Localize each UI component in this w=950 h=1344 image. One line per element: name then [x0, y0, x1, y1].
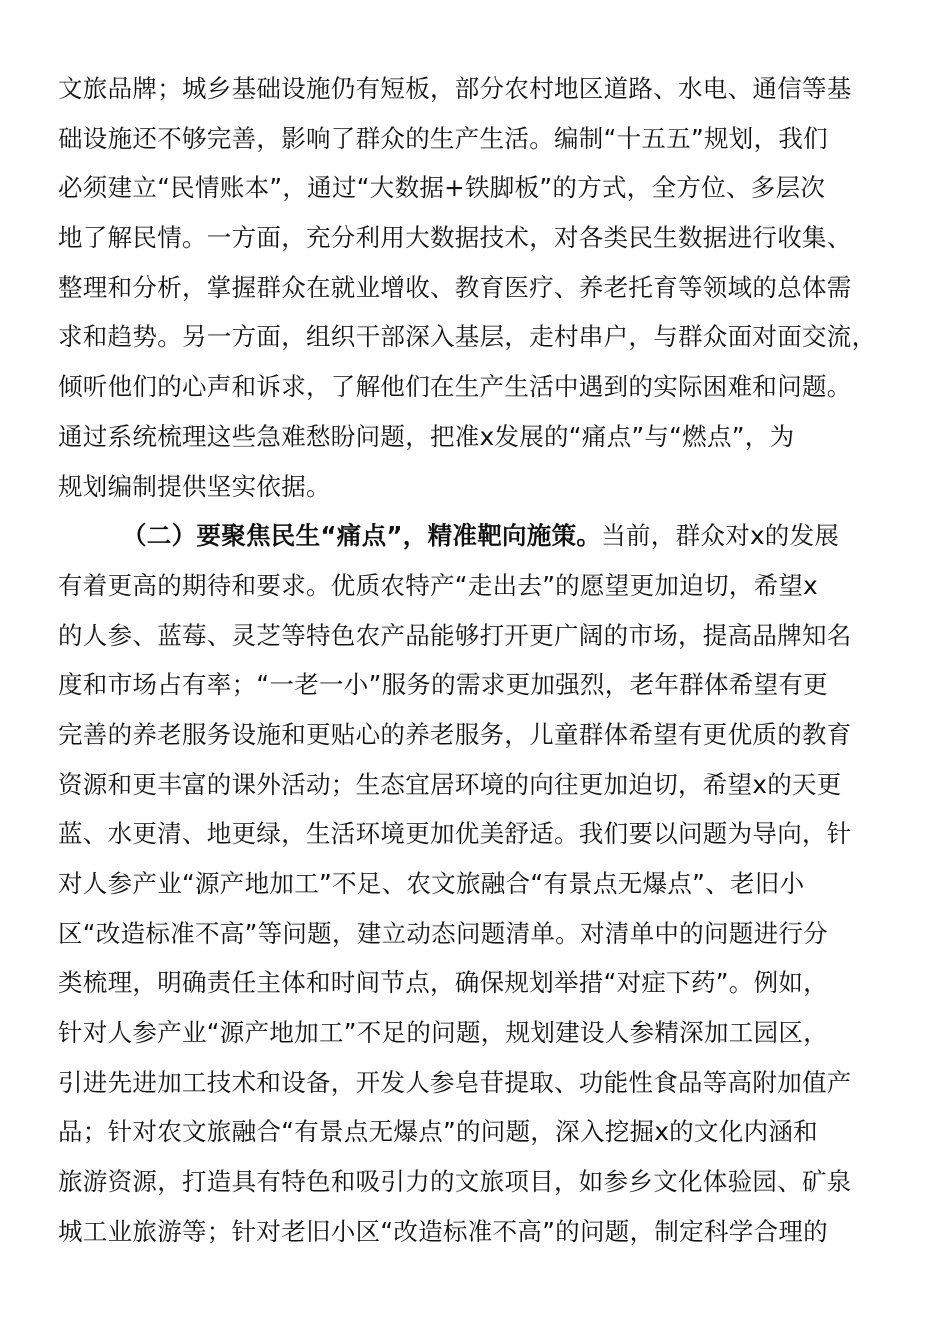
text-line: 引进先进加工技术和设备，开发人参皂苷提取、功能性食品等高附加值产 [58, 1067, 852, 1097]
text-line: 针对人参产业“源产地加工”不足的问题，规划建设人参精深加工园区， [58, 1018, 828, 1048]
section-heading: （二）要聚焦民生“痛点”，精准靶向施策。 [122, 521, 602, 551]
text-line: 类梳理，明确责任主体和时间节点，确保规划举措“对症下药”。例如， [58, 968, 828, 998]
text-line: 品；针对农文旅融合“有景点无爆点”的问题，深入挖掘x的文化内涵和 [58, 1117, 818, 1147]
text-line: 文旅品牌；城乡基础设施仍有短板，部分农村地区道路、水电、通信等基 [58, 74, 852, 103]
text-line: 城工业旅游等；针对老旧小区“改造标准不高”的问题，制定科学合理的 [58, 1216, 828, 1246]
text-line: 区“改造标准不高”等问题，建立动态问题清单。对清单中的问题进行分 [58, 918, 828, 948]
section-heading-line [58, 511, 894, 561]
text-line: 倾听他们的心声和诉求，了解他们在生产生活中遇到的实际困难和问题。 [58, 372, 852, 402]
section-heading-rest: 当前，群众对x的发展 [601, 521, 840, 551]
text-line: 资源和更丰富的课外活动；生态宜居环境的向往更加迫切，希望x的天更 [58, 769, 842, 799]
text-line: 必须建立“民情账本”，通过“大数据+铁脚板”的方式，全方位、多层次 [58, 173, 826, 203]
text-line: 求和趋势。另一方面，组织干部深入基层，走村串户，与群众面对面交流， [58, 322, 877, 352]
text-line: 有着更高的期待和要求。优质农特产“走出去”的愿望更加迫切，希望x [58, 570, 818, 600]
text-line: 规划编制提供坚实依据。 [58, 471, 331, 501]
text-line: 度和市场占有率；“一老一小”服务的需求更加强烈，老年群体希望有更 [58, 670, 828, 700]
text-line: 旅游资源，打造具有特色和吸引力的文旅项目，如参乡文化体验园、矿泉 [58, 1167, 852, 1197]
text-line: 完善的养老服务设施和更贴心的养老服务，儿童群体希望有更优质的教育 [58, 719, 852, 749]
text-line: 地了解民情。一方面，充分利用大数据技术，对各类民生数据进行收集、 [58, 223, 852, 253]
text-line: 的人参、蓝莓、灵芝等特色农产品能够打开更广阔的市场，提高品牌知名 [58, 620, 852, 650]
document-body [58, 64, 894, 1257]
text-line: 通过系统梳理这些急难愁盼问题，把准x发展的“痛点”与“燃点”，为 [58, 421, 795, 451]
text-line: 对人参产业“源产地加工”不足、农文旅融合“有景点无爆点”、老旧小 [58, 869, 805, 898]
text-line: 整理和分析，掌握群众在就业增收、教育医疗、养老托育等领域的总体需 [58, 272, 852, 302]
text-line: 蓝、水更清、地更绿，生活环境更加优美舒适。我们要以问题为导向，针 [58, 819, 852, 849]
text-line: 础设施还不够完善，影响了群众的生产生活。编制“十五五”规划，我们 [58, 123, 828, 153]
